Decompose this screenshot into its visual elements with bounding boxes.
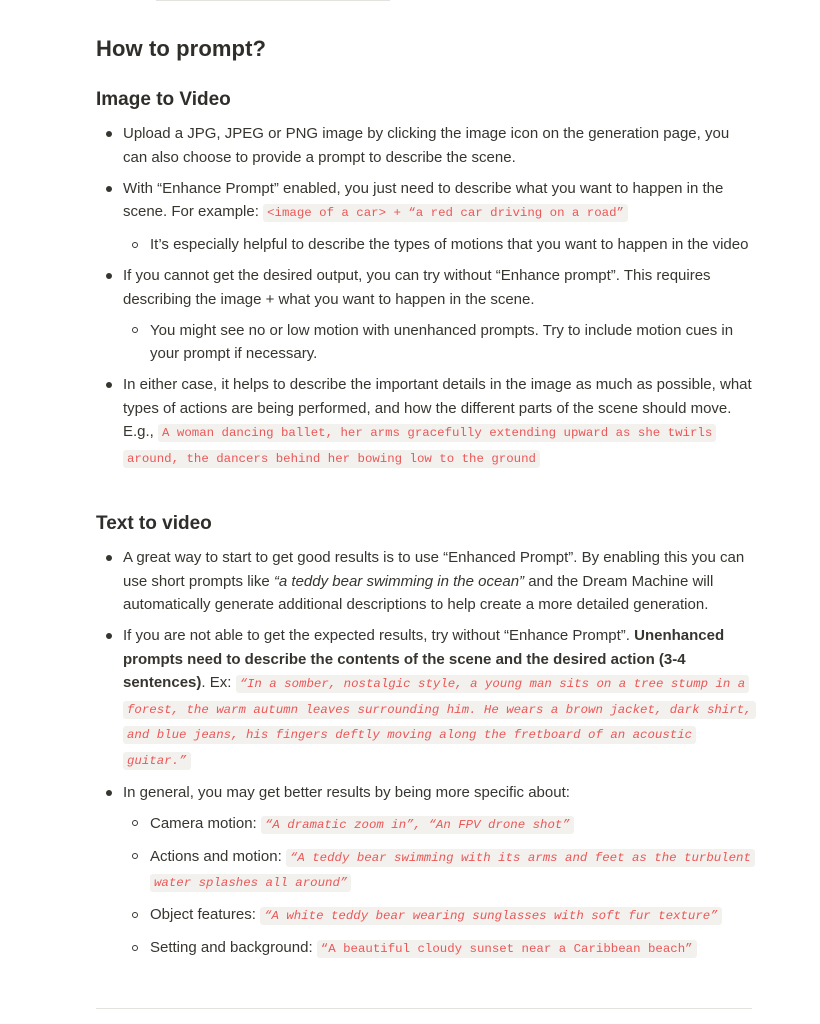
list-item-text: and the Dream Machine will automatically generate additional descriptions to help create a more detailed generation. bbox=[123, 572, 714, 613]
sub-list-item bbox=[123, 319, 756, 366]
prompt-example-code: “A white teddy bear wearing sunglasses with soft fur texture” bbox=[260, 907, 722, 925]
image-to-video-heading: Image to Video bbox=[96, 89, 231, 110]
list-item-text: If you cannot get the desired output, you can try without “Enhance prompt”. This requires describing the image + what you want to happen in the scene. bbox=[123, 267, 711, 308]
sub-list-item-label: Camera motion: bbox=[150, 814, 257, 832]
prompt-example-code: A woman dancing ballet, her arms gracefully extending upward as she twirls around, the dancers behind her bowing low to the ground bbox=[123, 424, 716, 468]
sub-list-item bbox=[123, 812, 756, 838]
list-item bbox=[96, 546, 756, 617]
list-item-text: If you are not able to get the expected results, try without “Enhance Prompt”. bbox=[123, 627, 630, 644]
list-item-text: In general, you may get better results by being more specific about: bbox=[123, 783, 570, 801]
bold-note: Unenhanced prompts need to describe the contents of the scene and the desired action (3-4 sentences) bbox=[123, 627, 725, 691]
prompt-example-code: “A dramatic zoom in”, “An FPV drone shot” bbox=[261, 816, 574, 834]
sub-list-item bbox=[123, 903, 756, 929]
list-item bbox=[96, 624, 756, 773]
list-item-text: A great way to start to get good results is to use “Enhanced Prompt”. By enabling this you can use short prompts like bbox=[123, 549, 745, 590]
list-item bbox=[96, 264, 756, 366]
list-item-text: In either case, it helps to describe the important details in the image as much as possible, what types of actions are being performed, and how the different parts of the scene should move. E.g., bbox=[123, 376, 752, 440]
prompt-example-code: “A teddy bear swimming with its arms and feet as the turbulent water splashes all around” bbox=[150, 849, 755, 893]
sub-list-item bbox=[123, 845, 756, 896]
list-item bbox=[96, 781, 756, 962]
sub-list-item-label: Object features: bbox=[150, 906, 256, 923]
sub-list-item-label: Setting and background: bbox=[150, 939, 313, 956]
list-item-text: Upload a JPG, JPEG or PNG image by clicking the image icon on the generation page, you can also choose to provide a prompt to describe the scene. bbox=[123, 125, 730, 166]
bottom-divider bbox=[96, 1008, 752, 1009]
top-divider bbox=[156, 0, 390, 5]
page-title: How to prompt? bbox=[96, 36, 267, 61]
text-to-video-list bbox=[96, 546, 756, 969]
list-item-text: . Ex: bbox=[201, 674, 232, 691]
prompt-example-code: <image of a car> + “a red car driving on a road” bbox=[263, 204, 628, 222]
prompt-example-code: “In a somber, nostalgic style, a young man sits on a tree stump in a forest, the warm autumn leaves surrounding him. He wears a brown jacket, dark shirt, and blue jeans, his fingers deftly moving along the fretboard of an acoustic guitar.” bbox=[123, 675, 756, 770]
image-to-video-list bbox=[96, 122, 756, 479]
text-to-video-heading: Text to video bbox=[96, 513, 212, 534]
list-item-text: With “Enhance Prompt” enabled, you just need to describe what you want to happen in the scene. For example: bbox=[123, 179, 724, 220]
sub-list-item-text: You might see no or low motion with unenhanced prompts. Try to include motion cues in your prompt if necessary. bbox=[150, 321, 734, 362]
list-item bbox=[96, 373, 756, 471]
emphasized-prompt: “a teddy bear swimming in the ocean” bbox=[273, 572, 525, 590]
prompt-example-code: “A beautiful cloudy sunset near a Caribbean beach” bbox=[317, 940, 697, 958]
list-item bbox=[96, 122, 756, 169]
sub-list-item-label: Actions and motion: bbox=[150, 847, 282, 865]
sub-list-item-text: It’s especially helpful to describe the types of motions that you want to happen in the video bbox=[150, 236, 749, 253]
list-item bbox=[96, 177, 756, 257]
sub-list-item bbox=[123, 233, 756, 257]
sub-list-item bbox=[123, 936, 756, 962]
